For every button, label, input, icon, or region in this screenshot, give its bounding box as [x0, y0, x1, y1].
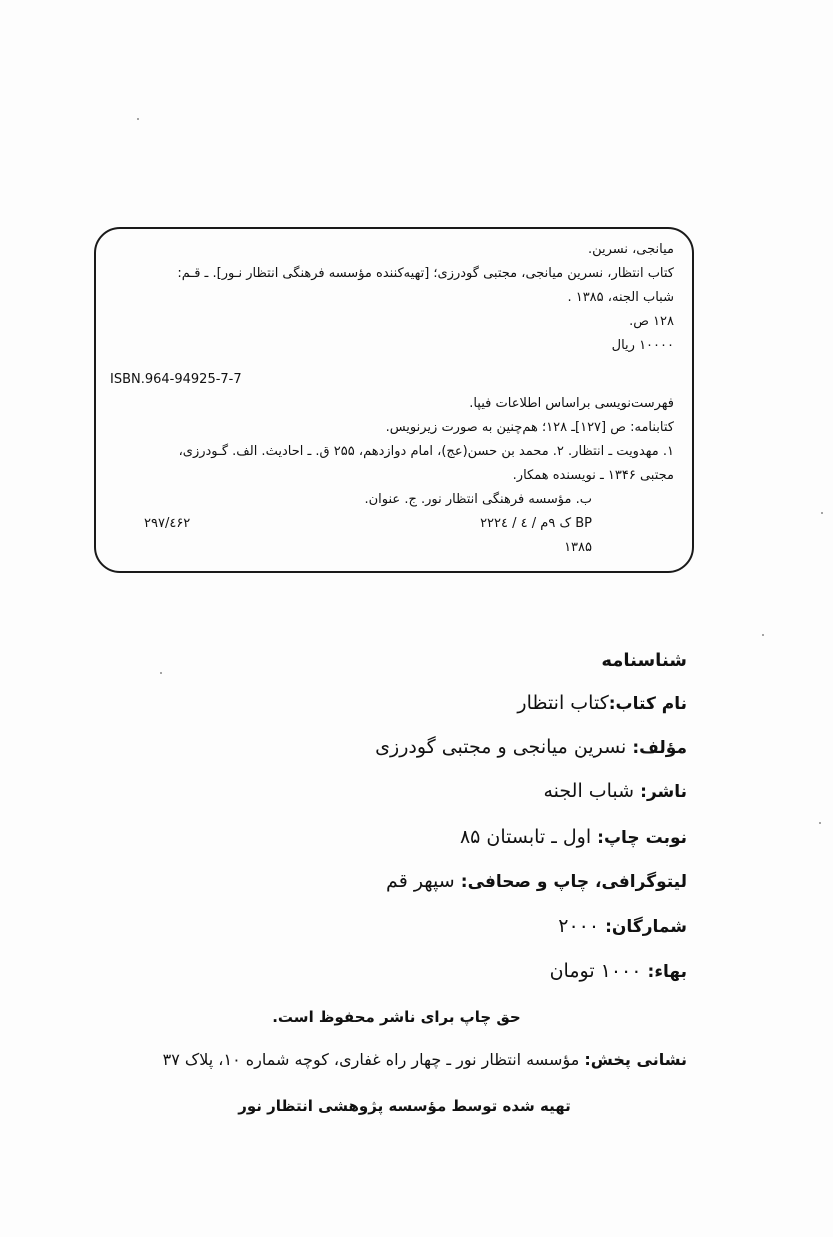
- cip-subjects-2: مجتبی ۱۳۴۶ ـ نویسنده همکار.: [512, 468, 674, 483]
- row-value: نسرین میانجی و مجتبی گودرزی: [375, 736, 627, 758]
- scan-speck: [819, 822, 821, 824]
- cip-publisher-line: شباب الجنه، ۱۳۸۵ .: [567, 290, 674, 305]
- row-label: نوبت چاپ:: [597, 828, 687, 848]
- cip-fipa-note: فهرست‌نویسی براساس اطلاعات فیپا.: [469, 396, 674, 411]
- copyright-notice: حق چاپ برای ناشر محفوظ است.: [272, 1008, 521, 1026]
- row-value: ۲۰۰۰: [558, 915, 600, 937]
- cip-subjects-3: ب. مؤسسه فرهنگی انتظار نور. ج. عنوان.: [364, 492, 592, 507]
- scan-speck: [160, 672, 162, 674]
- row-value: سپهر قم: [386, 870, 455, 892]
- cataloging-in-publication-box: [94, 227, 694, 573]
- scan-speck: [137, 118, 139, 120]
- row-publisher: [543, 780, 687, 802]
- row-label: نام کتاب:: [608, 694, 687, 714]
- cip-bibliography: کتابنامه: ص [۱۲۷]ـ ۱۲۸؛ هم‌چنین به صورت زیرنویس.: [385, 420, 674, 435]
- row-price: [550, 960, 687, 982]
- row-value: شباب الجنه: [543, 780, 635, 802]
- row-printing: [386, 870, 687, 892]
- row-label: شمارگان:: [605, 917, 687, 937]
- scan-speck: [821, 512, 823, 514]
- cip-subjects-1: ۱. مهدویت ـ انتظار. ۲. محمد بن حسن(عج)، امام دوازدهم، ۲۵۵ ق. ـ احادیث. الف. گـودرزی،: [178, 444, 674, 459]
- row-circulation: [558, 915, 687, 937]
- row-label: ناشر:: [640, 782, 687, 802]
- row-print-edition: [460, 826, 687, 848]
- row-book-name: [517, 692, 687, 714]
- address-value: مؤسسه انتظار نور ـ چهار راه غفاری، کوچه شماره ۱۰، پلاک ۳۷: [162, 1050, 580, 1069]
- cip-isbn: ISBN.964-94925-7-7: [110, 372, 242, 387]
- row-value: اول ـ تابستان ۸۵: [459, 826, 592, 848]
- distribution-address: [163, 1050, 687, 1069]
- cip-price: ۱۰۰۰۰ ریال: [611, 338, 674, 353]
- address-label: نشانی پخش:: [584, 1050, 687, 1069]
- cip-author: میانجی، نسرین.: [587, 242, 674, 257]
- cip-dewey: ۲۹۷/٤۶۲: [144, 516, 191, 531]
- scan-speck: [762, 634, 764, 636]
- row-author: [375, 736, 687, 758]
- cip-classification: ۲ک ۹م / ٤ / ۲۲٤ BP: [480, 516, 592, 531]
- row-label: مؤلف:: [632, 738, 687, 758]
- row-label: بهاء:: [647, 962, 687, 982]
- shenasnameh-title: شناسنامه: [601, 650, 687, 671]
- row-label: لیتوگرافی، چاپ و صحافی:: [460, 872, 687, 892]
- prepared-by: تهیه شده توسط مؤسسه پژوهشی انتظار نور: [238, 1097, 571, 1115]
- row-value: ۱۰۰۰ تومان: [549, 960, 642, 982]
- row-value: کتاب انتظار: [517, 692, 609, 714]
- cip-year: ۱۳۸۵: [564, 540, 592, 555]
- cip-pages: ۱۲۸ ص.: [629, 314, 674, 329]
- cip-title-line: کتاب انتظار، نسرین میانجی، مجتبی گودرزی؛ [تهیه‌کننده مؤسسه فرهنگی انتظار نـور]. ـ قـم:: [177, 266, 674, 281]
